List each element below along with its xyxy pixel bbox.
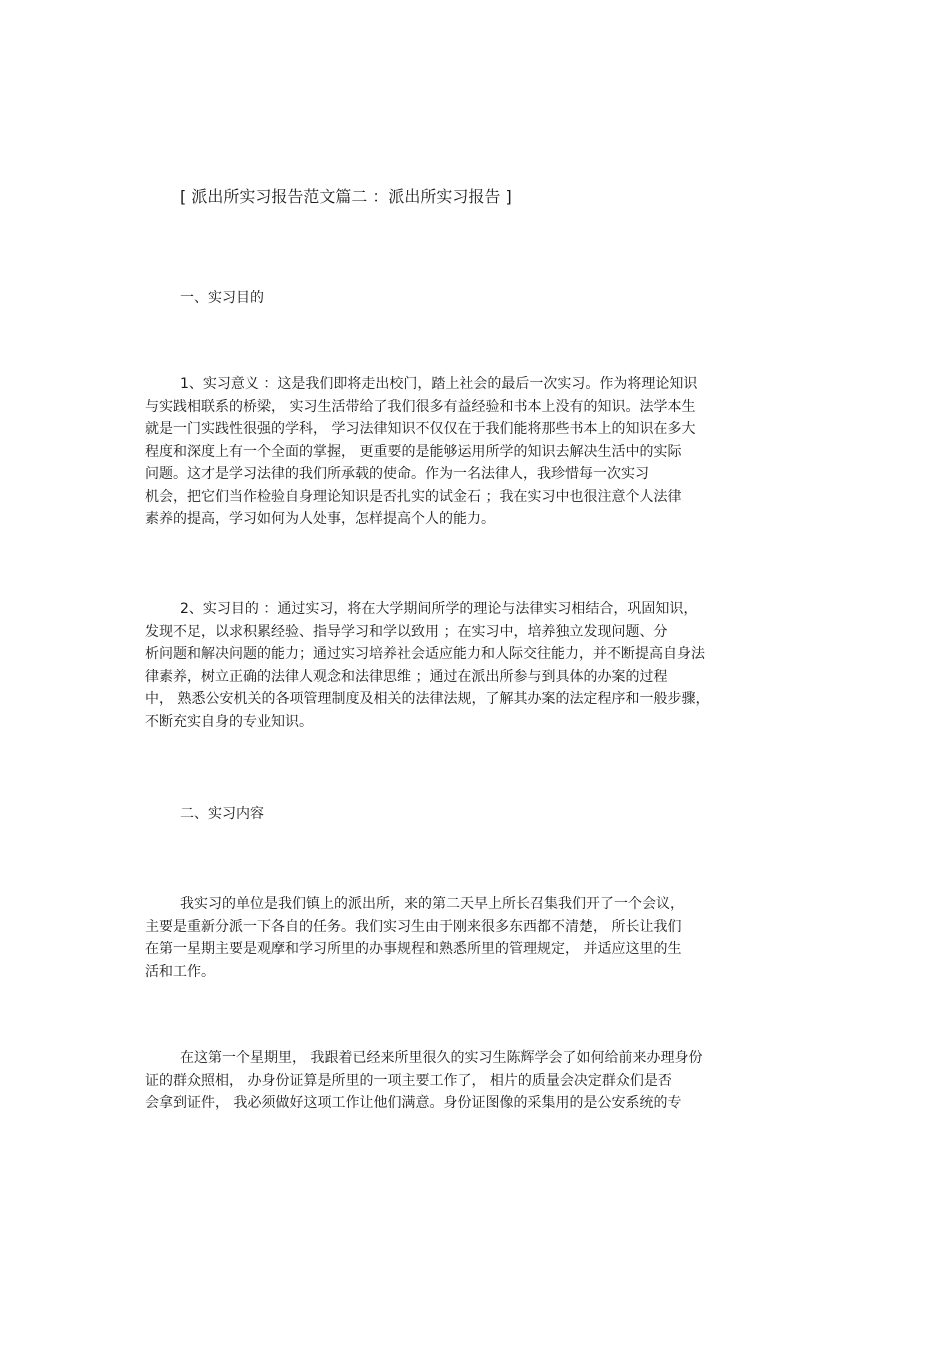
text-line: 素养的提高，学习如何为人处事，怎样提高个人的能力。 xyxy=(145,511,495,527)
text-line: 2、实习目的 ：通过实习，将在大学期间所学的理论与法律实习相结合，巩固知识， xyxy=(180,601,698,617)
paragraph-internship-significance xyxy=(145,373,805,531)
text-line: 就是一门实践性很强的学科， 学习法律知识不仅仅在于我们能将那些书本上的知识在多大 xyxy=(145,421,696,437)
text-line: 与实践相联系的桥梁， 实习生活带给了我们很多有益经验和书本上没有的知识。法学本生 xyxy=(145,398,696,415)
document-title: [ 派出所实习报告范文篇二 ：派出所实习报告 ] xyxy=(180,187,512,206)
text-line: 中， 熟悉公安机关的各项管理制度及相关的法律法规，了解其办案的法定程序和一般步骤， xyxy=(145,691,710,707)
paragraph-first-week xyxy=(145,1047,805,1115)
text-line: 不断充实自身的专业知识。 xyxy=(145,713,313,730)
section-heading-1: 一、实习目的 xyxy=(180,290,264,306)
text-line: 我实习的单位是我们镇上的派出所，来的第二天早上所长召集我们开了一个会议， xyxy=(180,896,684,912)
text-line: 活和工作。 xyxy=(145,963,215,980)
text-line: 会拿到证件， 我必须做好这项工作让他们满意。身份证图像的采集用的是公安系统的专 xyxy=(145,1095,682,1111)
text-line: 律素养，树立正确的法律人观念和法律思维 ；通过在派出所参与到具体的办案的过程 xyxy=(145,668,668,685)
text-line: 在第一星期主要是观摩和学习所里的办事规程和熟悉所里的管理规定， 并适应这里的生 xyxy=(145,941,682,957)
text-line: 证的群众照相， 办身份证算是所里的一项主要工作了， 相片的质量会决定群众们是否 xyxy=(145,1072,672,1089)
text-line: 发现不足，以求积累经验、指导学习和学以致用 ；在实习中，培养独立发现问题、分 xyxy=(145,623,668,640)
text-line: 程度和深度上有一个全面的掌握， 更重要的是能够运用所学的知识去解决生活中的实际 xyxy=(145,443,682,460)
paragraph-internship-purpose xyxy=(145,598,805,733)
text-line: 问题。这才是学习法律的我们所承载的使命。作为一名法律人，我珍惜每一次实习 xyxy=(145,466,649,482)
paragraph-internship-content xyxy=(145,893,805,983)
text-line: 机会，把它们当作检验自身理论知识是否扎实的试金石 ；我在实习中也很注意个人法律 xyxy=(145,488,682,505)
section-heading-2: 二、实习内容 xyxy=(180,806,264,822)
text-line: 1、实习意义 ：这是我们即将走出校门，踏上社会的最后一次实习。作为将理论知识 xyxy=(180,376,698,392)
text-line: 在这第一个星期里， 我跟着已经来所里很久的实习生陈辉学会了如何给前来办理身份 xyxy=(180,1050,703,1066)
text-line: 析问题和解决问题的能力；通过实习培养社会适应能力和人际交往能力，并不断提高自身法 xyxy=(145,646,705,662)
text-line: 主要是重新分派一下各自的任务。我们实习生由于刚来很多东西都不清楚， 所长让我们 xyxy=(145,918,682,935)
